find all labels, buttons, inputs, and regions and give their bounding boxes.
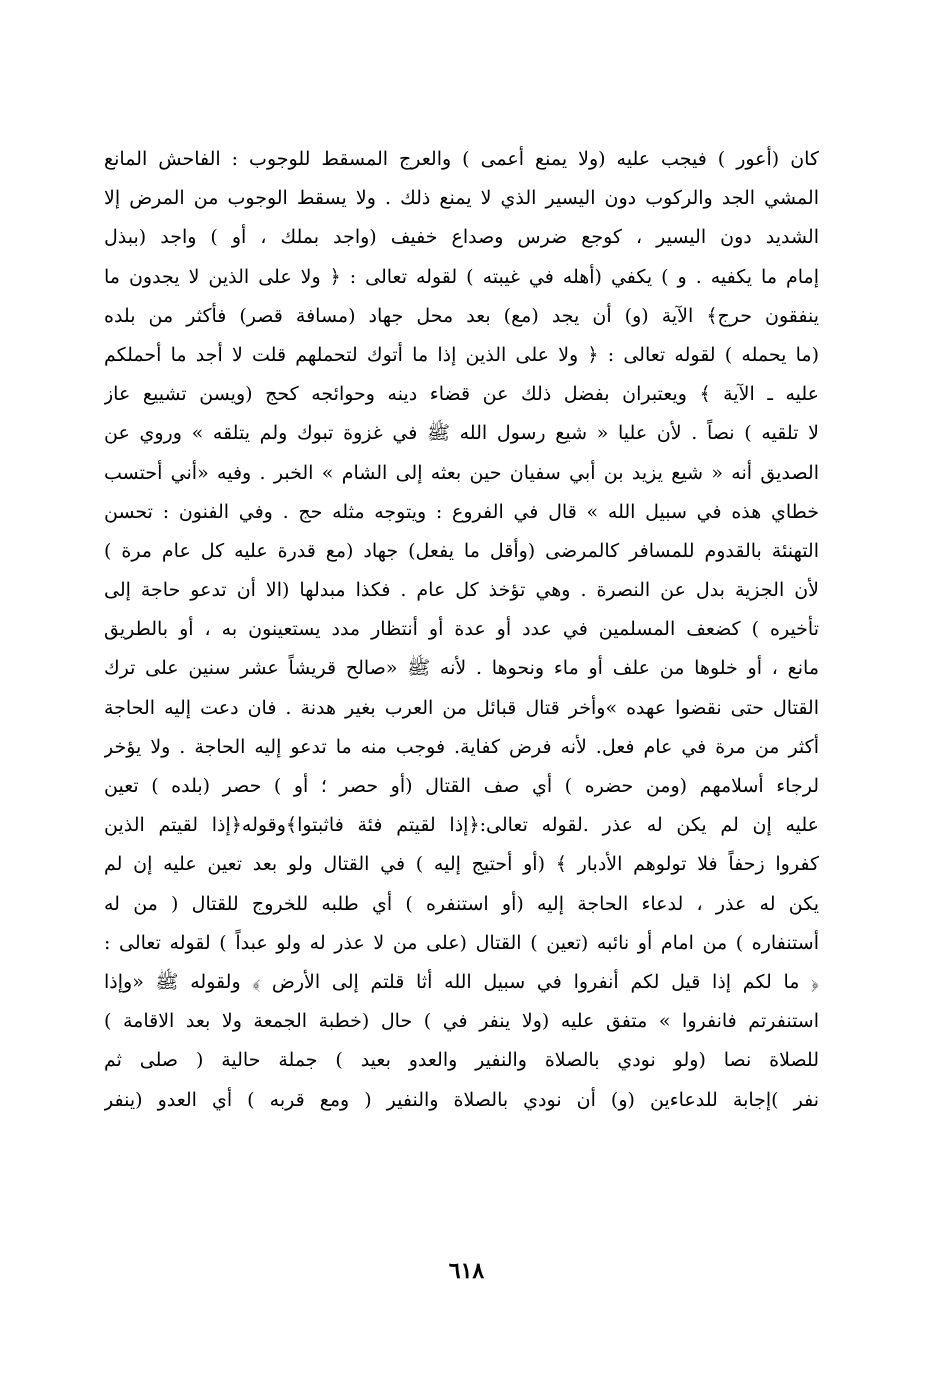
text-line: يكن له عذر ، لدعاء الحاجة إليه (أو استنفره ) أي طلبه للخروج للقتال ( من له <box>104 892 819 915</box>
page-number: ٦١٨ <box>448 1258 485 1284</box>
text-line: خطاي هذه في سبيل الله » قال في الفروع : ويتوجه مثله حج . وفي الفنون : تحسن <box>104 500 819 523</box>
text-line: عليه إن لم يكن له عذر .لقوله تعالى:﴿إذا لقيتم فئة فاثبتوا﴾وقوله﴿إذا لقيتم الذين <box>104 814 819 837</box>
text-line: للصلاة نصا (ولو نودي بالصلاة والنفير والعدو بعيد ) جملة حالية ( صلى ثم <box>104 1049 819 1072</box>
text-line: ينفقون حرج﴾ الآية (و) أن يجد (مع) بعد محل جهاد (مسافة قصر) فأكثر من بلده <box>104 304 819 327</box>
text-line: مانع ، أو خلوها من علف أو ماء ونحوها . لأنه ﷺ «صالح قريشاً عشر سنين على ترك <box>104 657 819 680</box>
body-text <box>104 140 819 1120</box>
text-line: الشديد دون اليسير ، كوجع ضرس وصداع خفيف (واجد بملك ، أو ) واجد (ببذل <box>104 226 819 249</box>
text-line: (ما يحمله ) لقوله تعالى : ﴿ ولا على الذين إذا ما أتوك لتحملهم قلت لا أجد ما أحملكم <box>104 343 819 366</box>
text-line: التهنئة بالقدوم للمسافر كالمرضى (وأقل ما يفعل) جهاد (مع قدرة عليه كل عام مرة ) <box>104 539 819 562</box>
text-line: المشي الجد والركوب دون اليسير الذي لا يمنع ذلك . ولا يسقط الوجوب من المرض إلا <box>104 187 819 210</box>
text-line: لا تلقيه ) نصاً . لأن عليا « شيع رسول الله ﷺ في غزوة تبوك ولم يتلقه » وروي عن <box>104 422 819 445</box>
text-line: القتال حتى نقضوا عهده »وأخر قتال قبائل من العرب بغير هدنة . فان دعت إليه الحاجة <box>104 696 819 719</box>
text-line: استنفرتم فانفروا » متفق عليه (ولا ينفر في ) حال (خطبة الجمعة ولا بعد الاقامة ) <box>104 1010 819 1033</box>
text-line: أكثر من مرة في عام فعل. لأنه فرض كفاية. فوجب منه ما تدعو إليه الحاجة . ولا يؤخر <box>104 735 819 758</box>
text-line: الصديق أنه « شيع يزيد بن أبي سفيان حين بعثه إلى الشام » الخبر . وفيه «أني أحتسب <box>104 461 819 484</box>
text-line: أستنفاره ) من امام أو نائبه (تعين ) القتال (على من لا عذر له ولو عبداً ) لقوله تعالى : <box>104 931 819 954</box>
text-line: تأخيره ) كضعف المسلمين في عدد أو عدة أو أنتظار مدد يستعينون به ، أو بالطريق <box>104 618 819 641</box>
text-line: كفروا زحفاً فلا تولوهم الأدبار ﴾ (أو أحتيج إليه ) في القتال ولو بعد تعين عليه إن لم <box>104 853 819 876</box>
text-line: نفر )إجابة للدعاءين (و) أن نودي بالصلاة والنفير ( ومع قربه ) أي العدو (ينفر <box>104 1088 819 1111</box>
text-line: ﴿ ما لكم إذا قيل لكم أنفروا في سبيل الله أثا قلتم إلى الأرض ﴾ ولقوله ﷺ «وإذا <box>104 970 819 993</box>
text-line: عليه ـ الآية ﴾ ويعتبران بفضل ذلك عن قضاء دينه وحوائجه كحج (ويسن تشييع عاز <box>104 383 819 406</box>
text-line: لأن الجزية بدل عن النصرة . وهي تؤخذ كل عام . فكذا مبدلها (الا أن تدعو حاجة إلى <box>104 579 819 602</box>
text-line: كان (أعور ) فيجب عليه (ولا يمنع أعمى ) والعرج المسقط للوجوب : الفاحش المانع <box>104 148 819 170</box>
text-line: لرجاء أسلامهم (ومن حضره ) أي صف القتال (أو حصر ؛ أو ) حصر (بلده ) تعين <box>104 775 819 797</box>
text-line: إمام ما يكفيه . و ) يكفي (أهله في غيبته ) لقوله تعالى : ﴿ ولا على الذين لا يجدون ما <box>104 265 819 288</box>
